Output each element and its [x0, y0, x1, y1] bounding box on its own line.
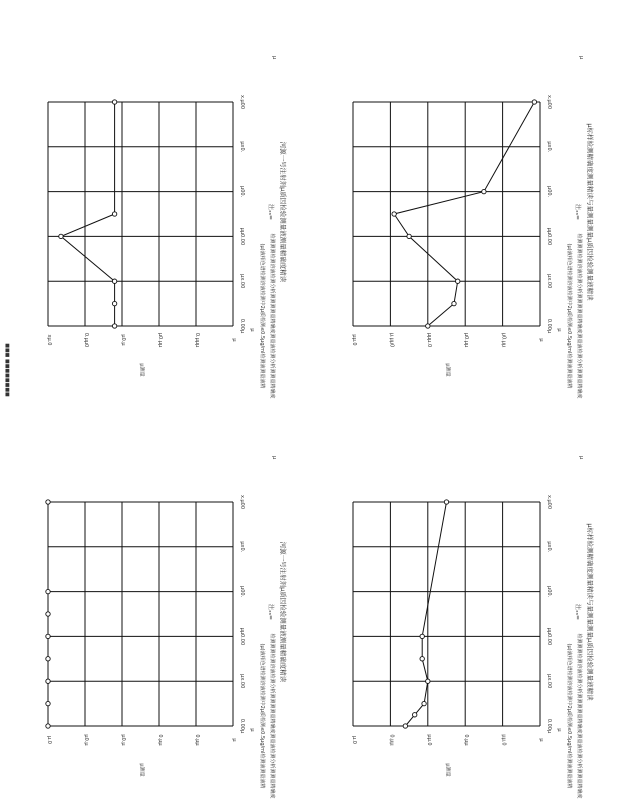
x-tick-label: x.μ00	[239, 94, 245, 110]
data-point	[46, 679, 50, 683]
x-tick-label: μμ0.00	[239, 627, 245, 646]
chart-panel-1	[46, 56, 288, 399]
y-axis-label: μ测量	[444, 363, 451, 377]
chart-footnote: 检测测测检测溶液检测分析测测测测量精确度测量液检测分析测测量精确度	[576, 633, 582, 799]
data-point	[112, 324, 116, 328]
chart-subtitle: 注ₓₙ=	[267, 603, 274, 621]
data-point	[452, 301, 456, 305]
y-tick-label: μ	[231, 738, 237, 742]
x-tick-label: μ00.	[546, 586, 552, 598]
y-axis-label: μ测量	[138, 363, 145, 377]
y-tick-label: μμμ.0	[425, 332, 432, 348]
chart-footnote: (μ)液相色谱检测溶液检测中2μ质检测≤0.5μg/ml检测液测量液精	[259, 243, 265, 389]
x-tick-label: μx0.	[546, 541, 552, 553]
data-point	[532, 100, 536, 104]
x-tick-label: μμ0.00	[239, 227, 245, 246]
page-header-text: ■■■ ■■■■■■■■	[4, 343, 10, 397]
chart-panel-2	[351, 56, 595, 399]
x-tick-label: μx.00	[239, 674, 245, 689]
chart-footnote: 检测测测检测溶液检测分析测测测测量精确度测量液检测分析测测量精确度	[576, 233, 582, 399]
x-axis-label: μ	[249, 328, 255, 332]
data-point	[456, 279, 460, 283]
data-point	[392, 212, 396, 216]
data-point	[444, 500, 448, 504]
data-point	[482, 189, 486, 193]
chart-footnote: (μ)液相色谱检测溶液检测中2μ质检测≤0.5μg/ml检测液测量液精	[566, 643, 572, 789]
data-point	[420, 634, 424, 638]
y-tick-label: 0.μμ	[388, 734, 395, 746]
data-point	[112, 301, 116, 305]
x-axis-label: μ	[556, 728, 562, 732]
chart-panel-3	[46, 456, 288, 799]
y-tick-label: μ0.μμ	[157, 332, 163, 348]
chart-subtitle: 注ₓₙ=	[574, 603, 581, 621]
series-line	[405, 502, 446, 726]
y-tick-label: μμ.0	[425, 734, 432, 746]
data-point	[46, 589, 50, 593]
data-point	[46, 724, 50, 728]
y-tick-label: μ0.μ	[83, 734, 89, 746]
chart-footnote: (μ)液相色谱检测溶液检测中2μ质检测≤0.5μg/ml检测液测量液精	[566, 243, 572, 389]
x-tick-label: μx0.	[239, 541, 245, 553]
y-tick-label: 0.μμμ	[194, 332, 200, 348]
y-tick-label: μμ.0	[351, 334, 357, 346]
y-tick-label: μ.0	[46, 736, 52, 744]
y-tick-label: 0.μμ0	[83, 332, 89, 348]
chart-footnote: 检测测测检测溶液检测分析测测测测量精确度测量液检测分析测测量精确度	[269, 633, 275, 799]
y-tick-label: 0.μμ	[194, 734, 200, 746]
x-tick-label: 0.00μ	[546, 318, 552, 334]
x-tick-label: μ00.	[239, 186, 245, 198]
series-line	[394, 102, 534, 326]
chart-footnote: (μ)液相色谱检测溶液检测中2μ质检测≤0.5μg/ml检测液测量液精	[259, 643, 265, 789]
y-tick-label: μ	[538, 338, 544, 342]
data-point	[59, 234, 63, 238]
y-tick-label: μ0.μμ	[500, 332, 507, 348]
legend-label: μ	[578, 56, 584, 60]
x-tick-label: x.μ00	[546, 94, 552, 110]
chart-title: 河源一号注射剂μ质因检验测量液测量精确度精读	[279, 141, 287, 283]
x-tick-label: 0.00μ	[239, 318, 245, 334]
data-point	[407, 234, 411, 238]
chart-footnote: 检测测测检测溶液检测分析测测测测量精确度测量液检测分析测测量精确度	[269, 233, 275, 399]
data-point	[46, 612, 50, 616]
x-tick-label: x.μ00	[546, 494, 552, 510]
x-tick-label: μ00.	[239, 586, 245, 598]
data-point	[46, 701, 50, 705]
legend-label: μ	[578, 456, 584, 460]
chart-title: 河源一号注射剂μ质因检验测量液测量精确度精读	[279, 541, 287, 683]
x-tick-label: μx.00	[546, 674, 552, 689]
y-tick-label: μ	[538, 738, 544, 742]
data-point	[426, 324, 430, 328]
x-tick-label: μx.00	[239, 274, 245, 289]
y-tick-label: xμ.0	[46, 334, 52, 346]
x-tick-label: 0.00μ	[546, 718, 552, 734]
data-point	[413, 713, 417, 717]
data-point	[46, 657, 50, 661]
x-tick-label: x.μ00	[239, 494, 245, 510]
x-axis-label: μ	[556, 328, 562, 332]
chart-title: μ标样检测精确度测量精读与量测量测量μ质因检验测量液精读	[586, 123, 594, 301]
y-tick-label: μ0.μμ	[463, 332, 470, 348]
legend-label: μ	[271, 456, 277, 460]
y-tick-label: μ0.μ	[120, 334, 126, 346]
data-point	[112, 212, 116, 216]
data-point	[422, 701, 426, 705]
x-tick-label: μμ0.00	[546, 627, 552, 646]
y-tick-label: μ.μμ0	[388, 332, 395, 348]
data-point	[420, 657, 424, 661]
series-line	[61, 102, 115, 326]
x-tick-label: μx0.	[239, 141, 245, 153]
chart-title: μ标样检测精确度测量精读与量测量测量μ质因检验测量液精读	[586, 523, 594, 701]
chart-panel-4	[351, 456, 595, 799]
y-tick-label: 0.μμ	[463, 734, 470, 746]
x-axis-label: μ	[249, 728, 255, 732]
chart-subtitle: 注ₓₙ=	[574, 203, 581, 221]
y-axis-label: μ测量	[138, 763, 145, 777]
x-tick-label: 0.00μ	[239, 718, 245, 734]
y-tick-label: 0.μμ	[157, 734, 163, 746]
y-tick-label: μ0.μ	[120, 734, 126, 746]
x-tick-label: μx0.	[546, 141, 552, 153]
data-point	[112, 100, 116, 104]
y-axis-label: μ测量	[444, 763, 451, 777]
y-tick-label: μ.0	[351, 736, 357, 744]
data-point	[46, 500, 50, 504]
data-point	[46, 634, 50, 638]
y-tick-label: μμ.0	[500, 734, 507, 746]
x-tick-label: μμ0.00	[546, 227, 552, 246]
x-tick-label: μ00.	[546, 186, 552, 198]
data-point	[403, 724, 407, 728]
data-point	[112, 279, 116, 283]
data-point	[426, 679, 430, 683]
legend-label: μ	[271, 56, 277, 60]
y-tick-label: μ	[231, 338, 237, 342]
chart-subtitle: 注ₓₙ=	[267, 203, 274, 221]
x-tick-label: μx.00	[546, 274, 552, 289]
